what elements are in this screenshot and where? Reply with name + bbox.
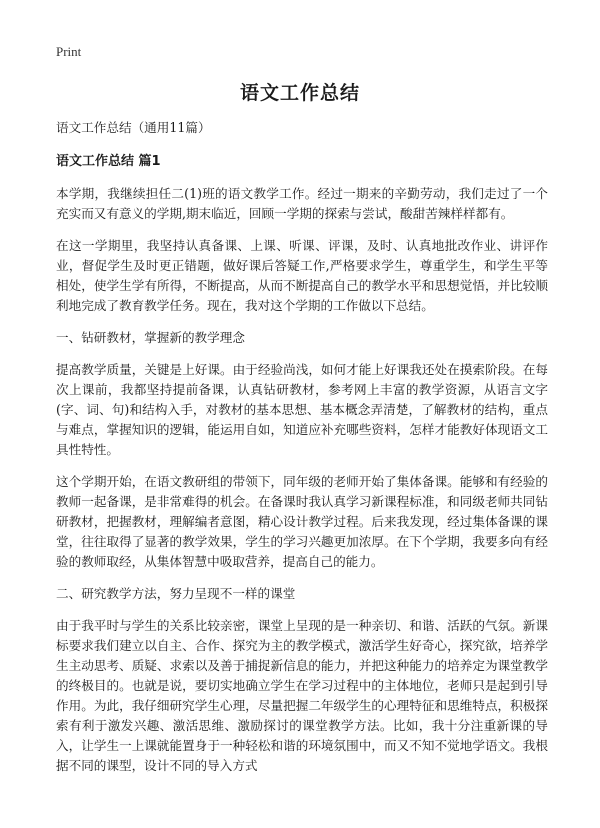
document-body (56, 118, 548, 788)
paragraph-intro: 本学期，我继续担任二(1)班的语文教学工作。经过一期来的辛勤劳动，我们走过了一个充实而又有意义的学期,期末临近，回顾一学期的探索与尝试，酸甜苦辣样样都有。 (56, 186, 548, 221)
heading-study-materials: 一、钻研教材，掌握新的教学理念 (56, 330, 245, 345)
paragraph-collective-prep: 这个学期开始，在语文教研组的带领下，同年级的老师开始了集体备课。能够和有经验的教师一起备课，是非常难得的机会。在备课时我认真学习新课程标准，和同级老师共同钻研教材，把握教材，理解编者意图，精心设计教学过程。后来我发现，经过集体备课的课堂，往往取得了显著的教学效果，学生的学习兴趣更加浓厚。在下个学期，我要多向有经验的教师取经，从集体智慧中吸取营养，提高自己的能力。 (56, 474, 548, 569)
document-subtitle: 语文工作总结（通用11篇） (56, 120, 211, 135)
print-link[interactable]: Print (56, 44, 82, 59)
paragraph-lesson-prep: 提高教学质量，关键是上好课。由于经验尚浅，如何才能上好课我还处在摸索阶段。在每次上课前，我都坚持提前备课，认真钻研教材，参考网上丰富的教学资源，从语言文字(字、词、句)和结构入手，对教材的基本思想、基本概念弄清楚，了解教材的结构，重点与难点，掌握知识的逻辑，能运用自如，知道应补充哪些资料，怎样才能教好体现语文工具性特性。 (56, 362, 548, 457)
heading-teaching-methods: 二、研究教学方法，努力呈现不一样的课堂 (56, 586, 296, 601)
section-title: 语文工作总结 篇1 (56, 154, 161, 169)
paragraph-classroom: 由于我平时与学生的关系比较亲密，课堂上呈现的是一种亲切、和谐、活跃的气氛。新课标要求我们建立以自主、合作、探究为主的教学模式，激活学生好奇心，探究欲，培养学生主动思考、质疑、求索以及善于捕捉新信息的能力，并把这种能力的培养定为课堂教学的终极目的。也就是说，要切实地确立学生在学习过程中的主体地位，老师只是起到引导作用。为此，我仔细研究学生心理，尽量把握二年级学生的心理特征和思维特点，积极探索有利于激发兴趣、激活思维、激励探讨的课堂教学方法。比如，我十分注重新课的导入，让学生一上课就能置身于一种轻松和谐的环境氛围中，而又不知不觉地学语文。我根据不同的课型，设计不同的导入方式 (56, 618, 548, 773)
paragraph-overview: 在这一学期里，我坚持认真备课、上课、听课、评课，及时、认真地批改作业、讲评作业，督促学生及时更正错题，做好课后答疑工作,严格要求学生，尊重学生，和学生平等相处，使学生学有所得，不断提高，从而不断提高自己的教学水平和思想觉悟，并比较顺利地完成了教育教学任务。现在，我对这个学期的工作做以下总结。 (56, 238, 548, 313)
document-title: 语文工作总结 (239, 82, 360, 104)
